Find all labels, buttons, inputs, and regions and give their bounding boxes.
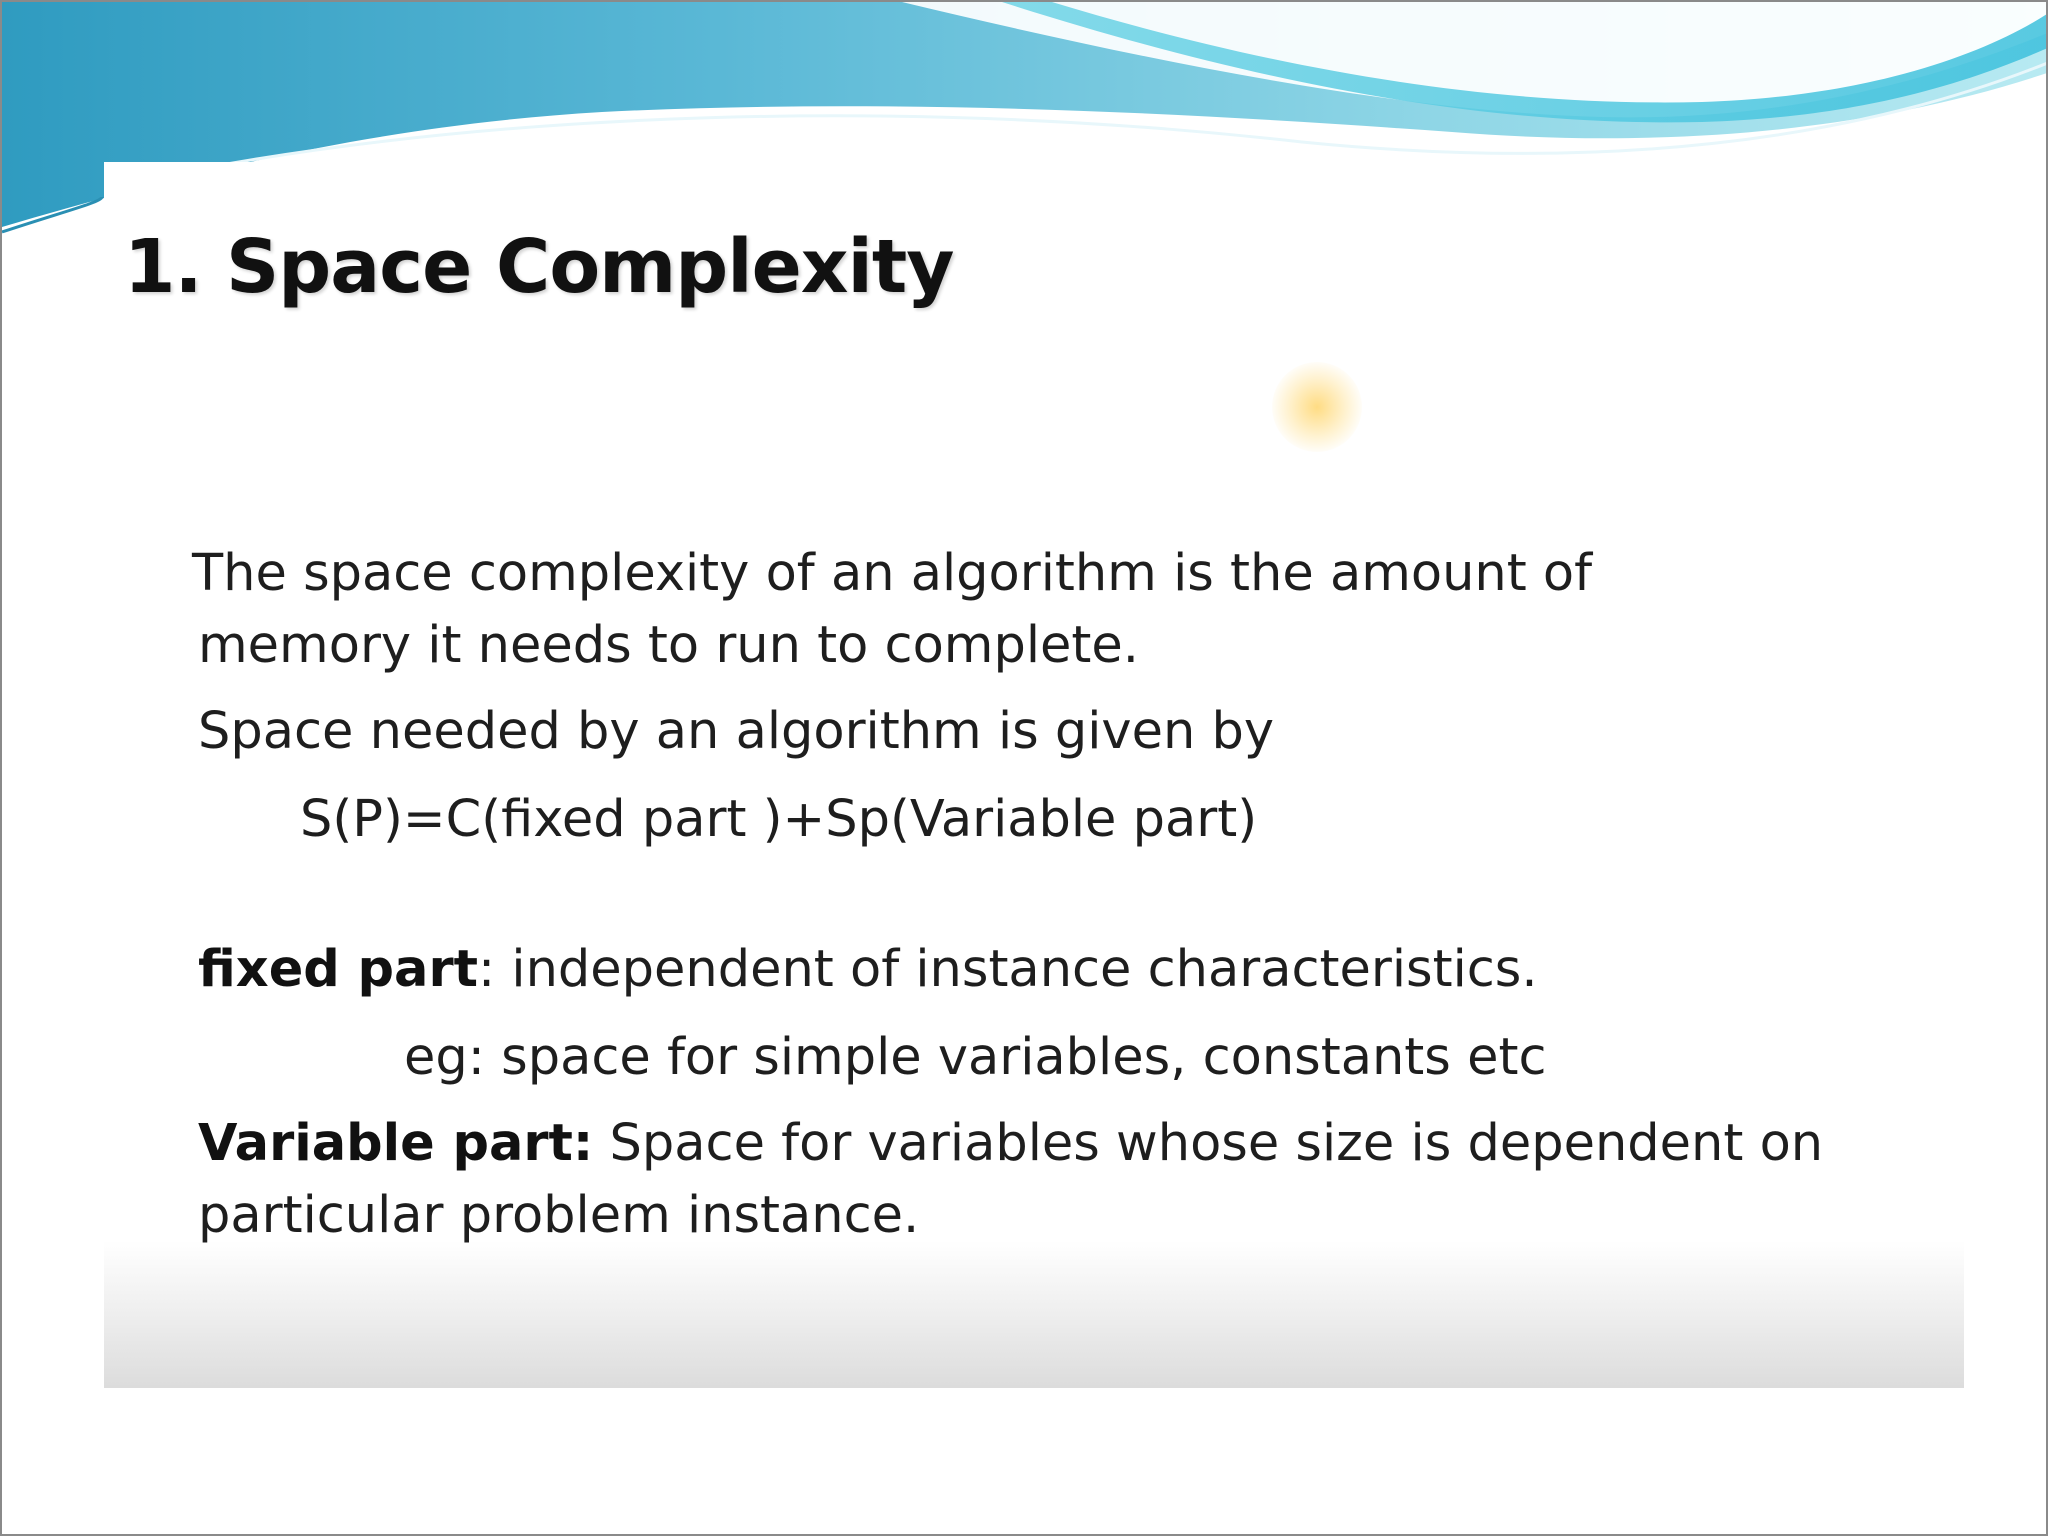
fixed-part-label: fixed part	[198, 940, 479, 999]
formula: S(P)=C(fixed part )+Sp(Variable part)	[300, 790, 1258, 849]
cursor-highlight	[1272, 362, 1362, 452]
fixed-part-definition	[192, 934, 1892, 1006]
variable-part-label: Variable part:	[198, 1114, 594, 1173]
given-by-text: Space needed by an algorithm is given by	[198, 702, 1275, 761]
definition-line-1: The space complexity of an algorithm is the amount of	[192, 544, 1593, 603]
variable-part-text-2: particular problem instance.	[198, 1186, 920, 1245]
fixed-part-example: eg: space for simple variables, constants etc	[404, 1028, 1547, 1087]
slide-title	[124, 224, 954, 310]
title-text: Space Complexity	[226, 224, 954, 310]
title-number: 1.	[124, 224, 202, 310]
fixed-part-text: : independent of instance characteristics.	[478, 940, 1538, 999]
slide-body	[192, 538, 1892, 1252]
variable-part-definition	[192, 1108, 1892, 1180]
definition-line-2: memory it needs to run to complete.	[198, 616, 1139, 675]
variable-part-text-1: Space for variables whose size is dependent on	[593, 1114, 1824, 1173]
